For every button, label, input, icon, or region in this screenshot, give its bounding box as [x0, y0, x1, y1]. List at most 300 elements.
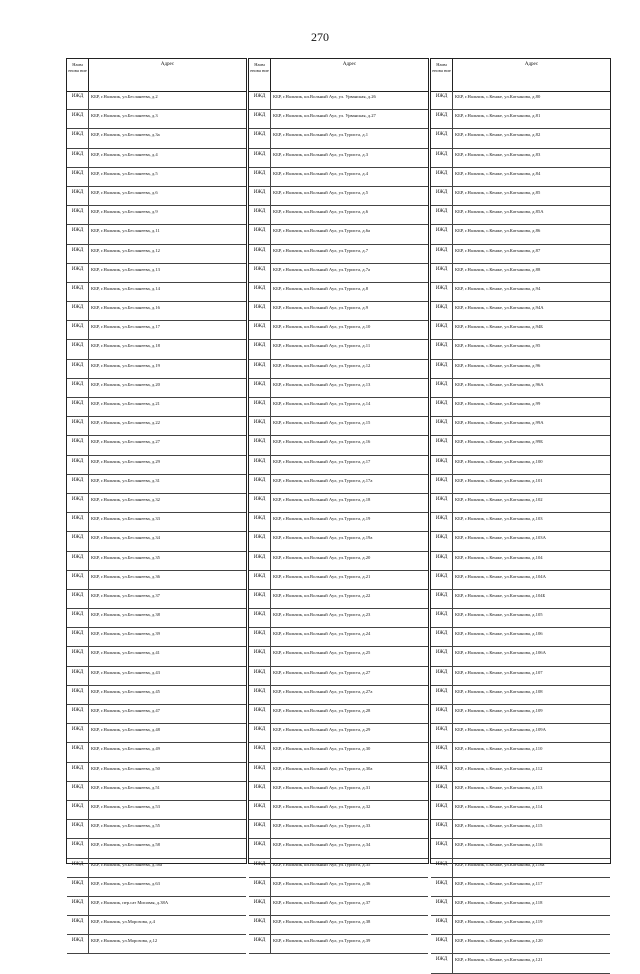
header-address: Адрес	[524, 62, 539, 67]
row-kind: ИЖД	[67, 628, 89, 646]
row-kind: ИЖД	[249, 379, 271, 397]
row-kind: ИЖД	[431, 360, 453, 378]
address-table-1	[66, 58, 247, 944]
table-header	[431, 59, 610, 92]
table-row	[67, 705, 246, 724]
table-row	[249, 340, 428, 359]
table-row	[249, 839, 428, 858]
header-kind: Наим енова ние	[249, 59, 271, 91]
header-kind: Наим енова ние	[67, 59, 89, 91]
row-address: КБР, г.Нальчик, ул.Бесланеева, д.27	[91, 439, 160, 445]
row-address: КБР, г.Нальчик, кп.Вольный Аул, ул.Туриста, д.7а	[273, 266, 371, 272]
row-kind: ИЖД	[431, 935, 453, 953]
table-row	[67, 782, 246, 801]
row-kind: ИЖД	[249, 916, 271, 934]
row-kind: ИЖД	[67, 110, 89, 128]
row-address: КБР, г.Нальчик, ул.Бесланеева, д.3а	[91, 132, 160, 138]
table-row	[67, 321, 246, 340]
row-address: КБР, г.Нальчик, с.Кенже, ул.Катханова, д.104	[455, 554, 543, 560]
row-kind: ИЖД	[249, 763, 271, 781]
table-row	[249, 206, 428, 225]
row-kind: ИЖД	[67, 321, 89, 339]
row-kind: ИЖД	[67, 705, 89, 723]
row-address: КБР, г.Нальчик, кп.Вольный Аул, ул.Туриста, д.32	[273, 803, 371, 809]
row-kind: ИЖД	[249, 935, 271, 953]
row-kind: ИЖД	[249, 110, 271, 128]
row-address: КБР, г.Нальчик, кп.Вольный Аул, ул.Туриста, д.38	[273, 919, 371, 925]
table-row	[67, 149, 246, 168]
table-row	[67, 456, 246, 475]
row-kind: ИЖД	[249, 820, 271, 838]
table-row	[67, 552, 246, 571]
row-address: КБР, г.Нальчик, ул.Бесланеева, д.58	[91, 842, 160, 848]
table-row	[431, 494, 610, 513]
row-address: КБР, г.Нальчик, кп.Вольный Аул, ул.Туриста, д.5	[273, 189, 369, 195]
row-address: КБР, г.Нальчик, кп.Вольный Аул, ул.Туриста, д.28	[273, 708, 371, 713]
row-kind: ИЖД	[249, 897, 271, 915]
table-rows	[249, 91, 428, 954]
table-row	[67, 110, 246, 129]
header-address: Адрес	[342, 62, 357, 67]
table-row	[249, 935, 428, 954]
row-kind: ИЖД	[431, 129, 453, 147]
table-row	[67, 609, 246, 628]
row-address: КБР, г.Нальчик, ул.Бесланеева, д.4	[91, 151, 158, 157]
row-address: КБР, г.Нальчик, ул.Бесланеева, д.9	[91, 209, 158, 215]
table-row	[249, 187, 428, 206]
row-kind: ИЖД	[249, 571, 271, 589]
table-row	[431, 264, 610, 283]
row-kind: ИЖД	[249, 532, 271, 550]
table-row	[67, 839, 246, 858]
row-address: КБР, г.Нальчик, кп.Вольный Аул, ул.Туриста, д.20	[273, 554, 371, 560]
row-address: КБР, г.Нальчик, с.Кенже, ул.Катханова, д.117	[455, 880, 543, 886]
row-kind: ИЖД	[431, 283, 453, 301]
row-kind: ИЖД	[431, 782, 453, 800]
row-address: КБР, г.Нальчик, кп.Вольный Аул, ул.Туриста, д.17	[273, 458, 371, 464]
table-row	[249, 552, 428, 571]
row-kind: ИЖД	[249, 398, 271, 416]
row-kind: ИЖД	[249, 187, 271, 205]
table-row	[431, 187, 610, 206]
table-row	[431, 436, 610, 455]
table-row	[249, 820, 428, 839]
row-kind: ИЖД	[67, 724, 89, 742]
row-kind: ИЖД	[67, 552, 89, 570]
row-kind: ИЖД	[67, 283, 89, 301]
table-row	[249, 897, 428, 916]
table-row	[431, 647, 610, 666]
row-address: КБР, г.Нальчик, ул.Бесланеева, д.18	[91, 343, 160, 349]
row-address: КБР, г.Нальчик, кп.Вольный Аул, ул. Урванская, д.27	[273, 113, 376, 119]
table-row	[249, 494, 428, 513]
row-address: КБР, г.Нальчик, кп.Вольный Аул, ул.Туриста, д.12	[273, 362, 371, 368]
row-kind: ИЖД	[249, 782, 271, 800]
header-kind: Наим енова ние	[431, 59, 453, 91]
row-kind: ИЖД	[431, 552, 453, 570]
row-kind: ИЖД	[67, 360, 89, 378]
row-kind: ИЖД	[67, 264, 89, 282]
row-address: КБР, г.Нальчик, кп.Вольный Аул, ул.Туриста, д.22	[273, 592, 371, 598]
table-row	[249, 379, 428, 398]
row-address: КБР, г.Нальчик, с.Кенже, ул.Катханова, д.86	[455, 228, 541, 234]
table-row	[67, 340, 246, 359]
table-row	[249, 168, 428, 187]
row-kind: ИЖД	[249, 667, 271, 685]
table-row	[67, 763, 246, 782]
row-address: КБР, г.Нальчик, ул.Бесланеева, д.12	[91, 247, 160, 253]
table-row	[431, 571, 610, 590]
row-kind: ИЖД	[249, 302, 271, 320]
row-kind: ИЖД	[431, 686, 453, 704]
row-kind: ИЖД	[67, 801, 89, 819]
table-row	[431, 763, 610, 782]
row-kind: ИЖД	[67, 168, 89, 186]
row-address: КБР, г.Нальчик, пер.сат Мисовая, д.38А	[91, 899, 169, 905]
row-address: КБР, г.Нальчик, с.Кенже, ул.Катханова, д.82	[455, 132, 541, 138]
row-kind: ИЖД	[67, 129, 89, 147]
table-row	[249, 571, 428, 590]
table-row	[67, 398, 246, 417]
row-kind: ИЖД	[249, 686, 271, 704]
table-row	[431, 283, 610, 302]
table-row	[431, 839, 610, 858]
row-address: КБР, г.Нальчик, кп.Вольный Аул, ул.Туриста, д.39	[273, 938, 371, 944]
row-address: КБР, г.Нальчик, кп.Вольный Аул, ул.Туриста, д.21	[273, 573, 371, 579]
row-address: КБР, г.Нальчик, ул.Бесланеева, д.34	[91, 535, 160, 541]
table-row	[431, 206, 610, 225]
row-address: КБР, г.Нальчик, кп.Вольный Аул, ул.Туриста, д.6а	[273, 228, 371, 234]
table-row	[431, 801, 610, 820]
row-address: КБР, г.Нальчик, кп.Вольный Аул, ул.Туриста, д.34	[273, 842, 371, 848]
table-row	[431, 782, 610, 801]
table-row	[67, 360, 246, 379]
table-row	[431, 302, 610, 321]
row-address: КБР, г.Нальчик, с.Кенже, ул.Катханова, д.116	[455, 842, 543, 848]
table-row	[249, 245, 428, 264]
row-address: КБР, г.Нальчик, ул.Бесланеева, д.17	[91, 324, 160, 330]
row-kind: ИЖД	[67, 647, 89, 665]
row-address: КБР, г.Нальчик, ул.Бесланеева, д.43	[91, 669, 160, 675]
table-row	[431, 360, 610, 379]
row-kind: ИЖД	[67, 302, 89, 320]
row-address: КБР, г.Нальчик, с.Кенже, ул.Катханова, д.110	[455, 746, 543, 752]
row-kind: ИЖД	[67, 91, 89, 109]
row-kind: ИЖД	[67, 686, 89, 704]
row-address: КБР, г.Нальчик, кп.Вольный Аул, ул.Туриста, д.30	[273, 746, 371, 752]
table-row	[67, 571, 246, 590]
table-row	[67, 686, 246, 705]
row-address: КБР, г.Нальчик, ул.Бесланеева, д.22	[91, 420, 160, 426]
row-address: КБР, г.Нальчик, ул.Бесланеева, д.11	[91, 228, 160, 234]
table-row	[431, 552, 610, 571]
row-kind: ИЖД	[431, 456, 453, 474]
row-address: КБР, г.Нальчик, с.Кенже, ул.Катханова, д.104Б	[455, 592, 546, 598]
row-address: КБР, г.Нальчик, с.Кенже, ул.Катханова, д.102	[455, 496, 543, 502]
row-kind: ИЖД	[67, 878, 89, 896]
table-row	[431, 935, 610, 954]
row-kind: ИЖД	[431, 417, 453, 435]
row-kind: ИЖД	[249, 839, 271, 857]
table-row	[67, 475, 246, 494]
row-kind: ИЖД	[249, 475, 271, 493]
row-address: КБР, г.Нальчик, с.Кенже, ул.Катханова, д.96	[455, 362, 541, 368]
row-address: КБР, г.Нальчик, кп.Вольный Аул, ул.Туриста, д.27	[273, 669, 371, 675]
table-row	[67, 590, 246, 609]
row-address: КБР, г.Нальчик, ул.Бесланеева, д.53	[91, 803, 160, 809]
row-kind: ИЖД	[67, 859, 89, 877]
row-kind: ИЖД	[431, 513, 453, 531]
table-row	[67, 801, 246, 820]
table-row	[67, 667, 246, 686]
row-kind: ИЖД	[431, 839, 453, 857]
row-kind: ИЖД	[249, 743, 271, 761]
row-kind: ИЖД	[431, 340, 453, 358]
table-row	[249, 302, 428, 321]
row-kind: ИЖД	[67, 436, 89, 454]
row-kind: ИЖД	[431, 110, 453, 128]
row-address: КБР, г.Нальчик, с.Кенже, ул.Катханова, д.81	[455, 113, 541, 119]
row-kind: ИЖД	[431, 302, 453, 320]
row-kind: ИЖД	[249, 321, 271, 339]
row-address: КБР, г.Нальчик, с.Кенже, ул.Катханова, д.109А	[455, 727, 546, 733]
row-kind: ИЖД	[431, 916, 453, 934]
table-row	[249, 398, 428, 417]
row-address: КБР, г.Нальчик, с.Кенже, ул.Катханова, д.114	[455, 803, 543, 809]
table-row	[67, 245, 246, 264]
page-number: 270	[311, 30, 329, 44]
row-kind: ИЖД	[67, 590, 89, 608]
table-row	[67, 129, 246, 148]
row-address: КБР, г.Нальчик, кп.Вольный Аул, ул.Туриста, д.18	[273, 496, 371, 502]
row-address: КБР, г.Нальчик, с.Кенже, ул.Катханова, д.120	[455, 938, 543, 944]
table-row	[67, 283, 246, 302]
row-address: КБР, г.Нальчик, ул.Бесланеева, д.63	[91, 880, 160, 886]
table-row	[431, 149, 610, 168]
table-row	[431, 245, 610, 264]
row-kind: ИЖД	[249, 417, 271, 435]
table-row	[67, 494, 246, 513]
row-kind: ИЖД	[249, 859, 271, 877]
row-kind: ИЖД	[431, 667, 453, 685]
table-row	[67, 878, 246, 897]
row-address: КБР, г.Нальчик, с.Кенже, ул.Катханова, д.121	[455, 957, 543, 963]
row-kind: ИЖД	[249, 149, 271, 167]
row-address: КБР, г.Нальчик, ул.Бесланеева, д.19	[91, 362, 160, 368]
row-address: КБР, г.Нальчик, с.Кенже, ул.Катханова, д.99	[455, 401, 541, 406]
row-kind: ИЖД	[67, 456, 89, 474]
row-kind: ИЖД	[249, 91, 271, 109]
table-row	[67, 647, 246, 666]
row-address: КБР, г.Нальчик, кп.Вольный Аул, ул.Туриста, д.13	[273, 381, 371, 387]
row-address: КБР, г.Нальчик, ул.Бесланеева, д.47	[91, 708, 160, 713]
row-kind: ИЖД	[67, 667, 89, 685]
row-kind: ИЖД	[249, 436, 271, 454]
row-address: КБР, г.Нальчик, кп.Вольный Аул, ул.Туриста, д.25	[273, 650, 371, 656]
row-kind: ИЖД	[431, 724, 453, 742]
row-address: КБР, г.Нальчик, с.Кенже, ул.Катханова, д.106А	[455, 650, 546, 656]
row-address: КБР, г.Нальчик, кп.Вольный Аул, ул.Туриста, д.27а	[273, 688, 373, 694]
row-address: КБР, г.Нальчик, ул.Бесланеева, д.16	[91, 305, 160, 311]
row-address: КБР, г.Нальчик, кп.Вольный Аул, ул.Туриста, д.19а	[273, 535, 373, 541]
table-row	[249, 513, 428, 532]
table-rows	[67, 91, 246, 954]
row-address: КБР, г.Нальчик, кп.Вольный Аул, ул.Туриста, д.8	[273, 285, 369, 291]
row-kind: ИЖД	[249, 590, 271, 608]
row-kind: ИЖД	[249, 494, 271, 512]
row-address: КБР, г.Нальчик, с.Кенже, ул.Катханова, д.109	[455, 708, 543, 713]
table-row	[431, 705, 610, 724]
row-kind: ИЖД	[431, 532, 453, 550]
row-address: КБР, г.Нальчик, с.Кенже, ул.Катханова, д.108	[455, 688, 543, 694]
row-address: КБР, г.Нальчик, с.Кенже, ул.Катханова, д.104А	[455, 573, 546, 579]
row-kind: ИЖД	[249, 360, 271, 378]
address-table-3	[430, 58, 611, 963]
row-address: КБР, г.Нальчик, кп.Вольный Аул, ул.Туриста, д.11	[273, 343, 371, 349]
row-address: КБР, г.Нальчик, ул.Бесланеева, д.50	[91, 765, 160, 771]
table-row	[431, 340, 610, 359]
row-address: КБР, г.Нальчик, с.Кенже, ул.Катханова, д.118	[455, 899, 543, 905]
row-kind: ИЖД	[249, 513, 271, 531]
row-address: КБР, г.Нальчик, ул.Бесланеева, д.13	[91, 266, 160, 272]
row-address: КБР, г.Нальчик, кп.Вольный Аул, ул.Туриста, д.4	[273, 170, 369, 176]
table-row	[249, 647, 428, 666]
row-address: КБР, г.Нальчик, с.Кенже, ул.Катханова, д.107	[455, 669, 543, 675]
row-address: КБР, г.Нальчик, с.Кенже, ул.Катханова, д.95	[455, 343, 541, 349]
row-address: КБР, г.Нальчик, ул.Бесланеева, д.38	[91, 612, 160, 618]
row-address: КБР, г.Нальчик, ул.Бесланеева, д.5	[91, 170, 158, 176]
row-address: КБР, г.Нальчик, с.Кенже, ул.Катханова, д.119	[455, 919, 543, 925]
row-kind: ИЖД	[431, 475, 453, 493]
row-address: КБР, г.Нальчик, ул.Бесланеева, д.33	[91, 516, 160, 522]
row-kind: ИЖД	[431, 897, 453, 915]
table-row	[249, 916, 428, 935]
row-kind: ИЖД	[249, 283, 271, 301]
table-row	[249, 436, 428, 455]
row-kind: ИЖД	[249, 647, 271, 665]
row-kind: ИЖД	[249, 456, 271, 474]
row-kind: ИЖД	[249, 705, 271, 723]
row-address: КБР, г.Нальчик, с.Кенже, ул.Катханова, д.116а	[455, 861, 545, 867]
row-address: КБР, г.Нальчик, кп.Вольный Аул, ул.Туриста, д.14	[273, 401, 371, 406]
row-kind: ИЖД	[67, 417, 89, 435]
row-address: КБР, г.Нальчик, ул.Бесланеева, д.21	[91, 401, 160, 406]
table-row	[249, 859, 428, 878]
table-row	[249, 475, 428, 494]
row-address: КБР, г.Нальчик, с.Кенже, ул.Катханова, д.88	[455, 266, 541, 272]
table-row	[249, 417, 428, 436]
row-address: КБР, г.Нальчик, ул.Бесланеева, д.51	[91, 784, 160, 790]
row-address: КБР, г.Нальчик, кп.Вольный Аул, ул.Туриста, д.6	[273, 209, 369, 215]
row-kind: ИЖД	[249, 340, 271, 358]
row-kind: ИЖД	[431, 206, 453, 224]
table-row	[431, 859, 610, 878]
table-row	[431, 686, 610, 705]
table-row	[431, 820, 610, 839]
row-kind: ИЖД	[67, 935, 89, 953]
row-address: КБР, г.Нальчик, ул.Бесланеева, д.14	[91, 285, 160, 291]
header-address: Адрес	[160, 62, 175, 67]
row-kind: ИЖД	[431, 436, 453, 454]
table-header	[249, 59, 428, 92]
table-row	[431, 91, 610, 110]
table-row	[67, 264, 246, 283]
table-row	[431, 628, 610, 647]
row-kind: ИЖД	[67, 916, 89, 934]
table-row	[431, 532, 610, 551]
row-kind: ИЖД	[67, 340, 89, 358]
row-address: КБР, г.Нальчик, кп.Вольный Аул, ул.Туриста, д.37	[273, 899, 371, 905]
row-kind: ИЖД	[431, 321, 453, 339]
row-address: КБР, г.Нальчик, ул.Бесланеева, д.31	[91, 477, 160, 483]
table-row	[67, 724, 246, 743]
row-address: КБР, г.Нальчик, ул.Бесланеева, д.20	[91, 381, 160, 387]
table-row	[67, 206, 246, 225]
row-address: КБР, г.Нальчик, ул.Бесланеева, д.2	[91, 94, 158, 99]
row-address: КБР, г.Нальчик, кп.Вольный Аул, ул.Туриста, д.24	[273, 631, 371, 637]
row-kind: ИЖД	[249, 245, 271, 263]
row-address: КБР, г.Нальчик, ул.Бесланеева, д.35	[91, 554, 160, 560]
row-kind: ИЖД	[249, 129, 271, 147]
row-address: КБР, г.Нальчик, кп.Вольный Аул, ул.Туриста, д.30а	[273, 765, 373, 771]
row-address: КБР, г.Нальчик, с.Кенже, ул.Катханова, д.85А	[455, 209, 544, 215]
table-row	[67, 916, 246, 935]
row-address: КБР, г.Нальчик, ул.Морозова, д.12	[91, 938, 158, 944]
row-address: КБР, г.Нальчик, ул.Бесланеева, д.39	[91, 631, 160, 637]
row-kind: ИЖД	[67, 782, 89, 800]
row-kind: ИЖД	[431, 878, 453, 896]
row-address: КБР, г.Нальчик, с.Кенже, ул.Катханова, д.94	[455, 285, 541, 291]
row-address: КБР, г.Нальчик, с.Кенже, ул.Катханова, д.99Б	[455, 439, 543, 445]
row-address: КБР, г.Нальчик, кп.Вольный Аул, ул.Туриста, д.35	[273, 861, 371, 867]
table-row	[67, 168, 246, 187]
row-address: КБР, г.Нальчик, ул.Бесланеева, д.55	[91, 823, 160, 829]
table-row	[431, 321, 610, 340]
row-kind: ИЖД	[249, 206, 271, 224]
row-kind: ИЖД	[67, 379, 89, 397]
table-row	[249, 110, 428, 129]
table-row	[431, 878, 610, 897]
table-row	[67, 628, 246, 647]
row-kind: ИЖД	[67, 245, 89, 263]
table-row	[431, 667, 610, 686]
row-kind: ИЖД	[431, 571, 453, 589]
table-row	[249, 686, 428, 705]
table-row	[249, 878, 428, 897]
row-kind: ИЖД	[431, 398, 453, 416]
table-row	[431, 168, 610, 187]
table-rows	[431, 91, 610, 974]
row-address: КБР, г.Нальчик, ул.Морозова, д.4	[91, 919, 155, 925]
row-address: КБР, г.Нальчик, ул.Бесланеева, д.6	[91, 189, 158, 195]
table-row	[431, 954, 610, 973]
row-kind: ИЖД	[249, 552, 271, 570]
row-kind: ИЖД	[249, 724, 271, 742]
row-kind: ИЖД	[431, 609, 453, 627]
row-address: КБР, г.Нальчик, ул.Бесланеева, д.36	[91, 573, 160, 579]
row-kind: ИЖД	[431, 743, 453, 761]
row-kind: ИЖД	[67, 225, 89, 243]
row-address: КБР, г.Нальчик, кп.Вольный Аул, ул.Туриста, д.33	[273, 823, 371, 829]
row-address: КБР, г.Нальчик, кп.Вольный Аул, ул.Туриста, д.19	[273, 516, 371, 522]
row-kind: ИЖД	[431, 264, 453, 282]
table-row	[249, 724, 428, 743]
row-kind: ИЖД	[67, 206, 89, 224]
table-row	[67, 513, 246, 532]
table-row	[67, 225, 246, 244]
table-row	[249, 667, 428, 686]
row-address: КБР, г.Нальчик, с.Кенже, ул.Катханова, д.101	[455, 477, 543, 483]
